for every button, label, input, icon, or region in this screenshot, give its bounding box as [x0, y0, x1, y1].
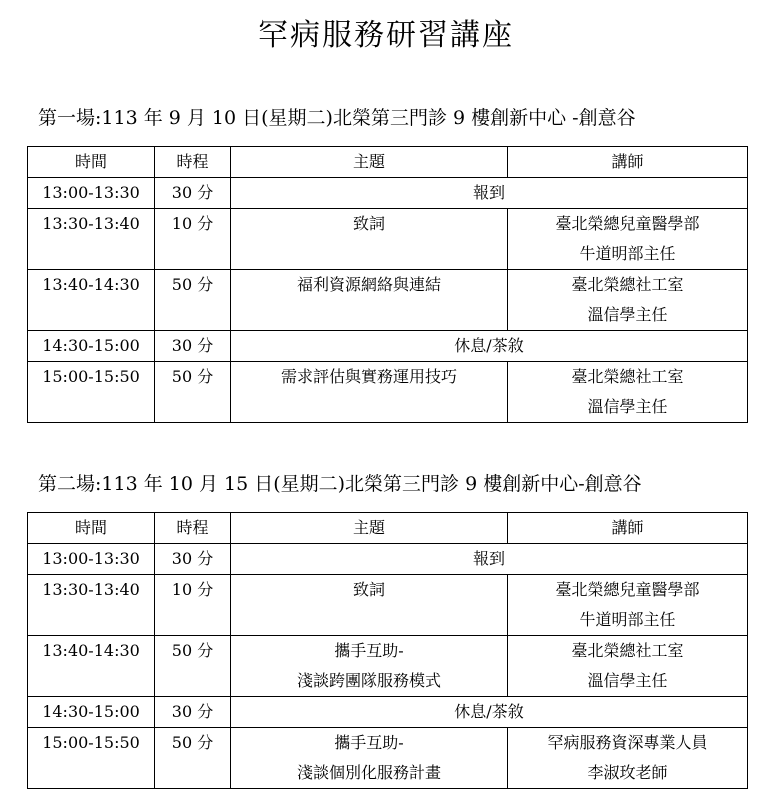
table-row: [28, 544, 748, 575]
speaker-line: 罕病服務資深專業人員: [547, 733, 708, 752]
time-cell: 15:00-15:50: [28, 728, 155, 789]
speaker-cell: [508, 636, 748, 697]
speaker-line: 溫信學主任: [587, 671, 668, 690]
table-row: [28, 728, 748, 789]
page-title: 罕病服務研習講座: [258, 18, 514, 53]
duration-cell: 50 分: [155, 636, 231, 697]
header-topic: 主題: [231, 513, 508, 544]
header-topic: 主題: [231, 147, 508, 178]
merged-cell: 報到: [231, 178, 748, 209]
table-row: [28, 331, 748, 362]
speaker-line: 臺北榮總社工室: [571, 641, 684, 660]
topic-line: 致詞: [352, 214, 385, 233]
session-2-heading: 第二場:113 年 10 月 15 日(星期二)北榮第三門診 9 樓創新中心-創意谷: [38, 473, 642, 495]
duration-cell: 30 分: [155, 544, 231, 575]
topic-cell: [231, 575, 508, 636]
session-2-schedule-table: [27, 512, 748, 789]
time-cell: 14:30-15:00: [28, 697, 155, 728]
header-time: 時間: [28, 513, 155, 544]
merged-cell: 休息/茶敘: [231, 697, 748, 728]
merged-cell: 報到: [231, 544, 748, 575]
topic-line: 致詞: [352, 580, 385, 599]
time-cell: 13:00-13:30: [28, 178, 155, 209]
time-cell: 13:00-13:30: [28, 544, 155, 575]
speaker-cell: [508, 728, 748, 789]
speaker-cell: [508, 209, 748, 270]
table-header-row: [28, 513, 748, 544]
duration-cell: 50 分: [155, 362, 231, 423]
table-row: [28, 636, 748, 697]
duration-cell: 30 分: [155, 331, 231, 362]
speaker-cell: [508, 270, 748, 331]
table-row: [28, 270, 748, 331]
time-cell: 13:30-13:40: [28, 575, 155, 636]
table-row: [28, 362, 748, 423]
table-row: [28, 209, 748, 270]
topic-line: 淺談跨團隊服務模式: [296, 671, 441, 690]
header-time: 時間: [28, 147, 155, 178]
duration-cell: 50 分: [155, 270, 231, 331]
time-cell: 13:40-14:30: [28, 270, 155, 331]
table-row: [28, 575, 748, 636]
topic-line: 攜手互助-: [334, 733, 404, 752]
header-speaker: 講師: [508, 147, 748, 178]
duration-cell: 30 分: [155, 178, 231, 209]
header-duration: 時程: [155, 513, 231, 544]
topic-line: 需求評估與實務運用技巧: [280, 367, 457, 386]
speaker-line: 李淑玫老師: [587, 763, 668, 782]
topic-cell: [231, 362, 508, 423]
time-cell: 14:30-15:00: [28, 331, 155, 362]
topic-line: 淺談個別化服務計畫: [296, 763, 441, 782]
table-row: [28, 697, 748, 728]
speaker-line: 溫信學主任: [587, 305, 668, 324]
speaker-line: 臺北榮總兒童醫學部: [555, 580, 700, 599]
session-1-heading: 第一場:113 年 9 月 10 日(星期二)北榮第三門診 9 樓創新中心 -創意谷: [38, 107, 636, 129]
session-1-schedule-table: [27, 146, 748, 423]
duration-cell: 10 分: [155, 209, 231, 270]
table-header-row: [28, 147, 748, 178]
duration-cell: 30 分: [155, 697, 231, 728]
speaker-line: 牛道明部主任: [579, 244, 676, 263]
speaker-line: 溫信學主任: [587, 397, 668, 416]
merged-cell: 休息/茶敘: [231, 331, 748, 362]
time-cell: 13:40-14:30: [28, 636, 155, 697]
topic-cell: [231, 209, 508, 270]
topic-cell: [231, 636, 508, 697]
time-cell: 15:00-15:50: [28, 362, 155, 423]
time-cell: 13:30-13:40: [28, 209, 155, 270]
speaker-cell: [508, 362, 748, 423]
duration-cell: 10 分: [155, 575, 231, 636]
speaker-cell: [508, 575, 748, 636]
header-duration: 時程: [155, 147, 231, 178]
duration-cell: 50 分: [155, 728, 231, 789]
topic-cell: [231, 270, 508, 331]
speaker-line: 臺北榮總社工室: [571, 275, 684, 294]
speaker-line: 臺北榮總兒童醫學部: [555, 214, 700, 233]
topic-cell: [231, 728, 508, 789]
topic-line: 福利資源網絡與連結: [296, 275, 441, 294]
table-row: [28, 178, 748, 209]
topic-line: 攜手互助-: [334, 641, 404, 660]
speaker-line: 臺北榮總社工室: [571, 367, 684, 386]
speaker-line: 牛道明部主任: [579, 610, 676, 629]
header-speaker: 講師: [508, 513, 748, 544]
